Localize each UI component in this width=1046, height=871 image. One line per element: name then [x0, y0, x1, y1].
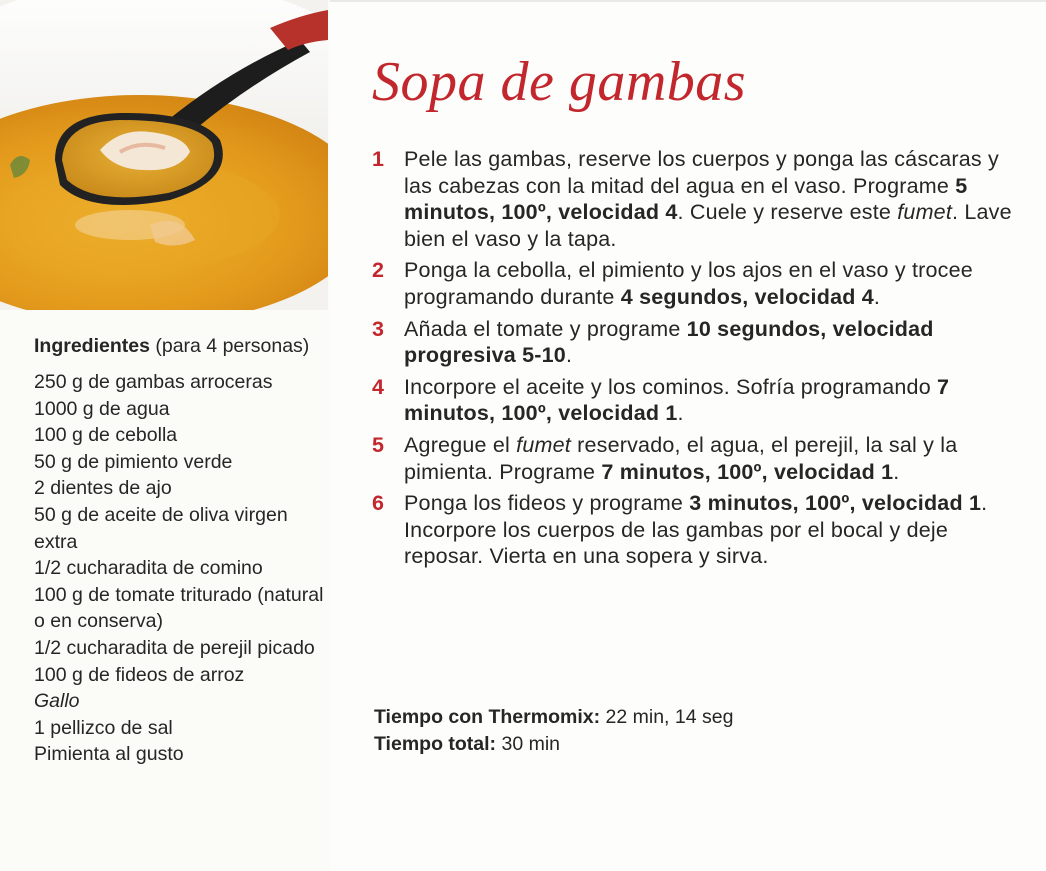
step-text: Pele las gambas, reserve los cuerpos y ponga las cáscaras y las cabezas con la mitad del agua en el vaso. Programe — [404, 147, 999, 198]
step-item — [372, 374, 1012, 427]
total-time-label: Tiempo total: — [374, 732, 497, 755]
thermomix-time-value: 22 min, 14 seg — [600, 706, 734, 728]
step-item — [372, 490, 1012, 570]
step-setting: 10 segundos, velocidad progresiva 5-10 — [404, 316, 934, 368]
step-setting: 3 minutos, 100º, velocidad 1 — [689, 491, 982, 516]
times-block — [374, 704, 733, 757]
steps-list — [372, 146, 1012, 575]
ingredients-list — [34, 369, 324, 768]
ingredient-item: 1 pellizco de sal — [34, 716, 173, 739]
step-text: . — [677, 401, 684, 426]
step-term: fumet — [897, 200, 953, 225]
step-setting: 4 segundos, velocidad 4 — [620, 284, 874, 309]
step-item — [372, 257, 1012, 310]
soup-photo — [0, 0, 328, 310]
ingredient-item: 2 dientes de ajo — [34, 477, 172, 500]
step-item — [372, 146, 1012, 252]
step-text: Añada el tomate y programe — [404, 316, 687, 341]
step-text: . Cuele y reserve este — [677, 200, 898, 225]
ingredient-item: 100 g de tomate triturado (natural o en conserva) — [34, 583, 324, 633]
ingredients-servings: (para 4 personas) — [149, 335, 310, 357]
total-time-value: 30 min — [496, 732, 561, 755]
step-text: Incorpore el aceite y los cominos. Sofría programando — [404, 374, 938, 399]
step-text: . Lave bien el vaso y la tapa. — [404, 200, 1012, 251]
step-setting: 7 minutos, 100º, velocidad 1 — [404, 374, 950, 426]
step-text: Agregue el — [404, 432, 517, 457]
thermomix-time-label: Tiempo con Thermomix: — [374, 706, 601, 728]
step-text: Ponga la cebolla, el pimiento y los ajos en el vaso y trocee programando durante — [404, 258, 973, 309]
step-setting: 7 minutos, 100º, velocidad 1 — [601, 459, 894, 484]
step-number: 2 — [372, 258, 385, 283]
thermomix-time — [374, 704, 733, 731]
step-number: 4 — [372, 374, 385, 399]
ingredients-heading — [34, 333, 324, 359]
ingredients-panel — [34, 333, 324, 768]
top-rule — [330, 0, 1046, 2]
step-number: 1 — [372, 147, 385, 171]
step-item — [372, 316, 1012, 369]
step-number: 3 — [372, 316, 385, 341]
step-setting: 5 minutos, 100º, velocidad 4 — [404, 173, 968, 225]
ingredient-item: 50 g de aceite de oliva virgen extra — [34, 503, 288, 553]
step-text: . — [873, 284, 881, 309]
step-text: Ponga los fideos y programe — [404, 491, 690, 516]
ingredient-brand: Gallo — [34, 690, 80, 713]
ingredient-item: 250 g de gambas arroceras — [34, 371, 273, 393]
step-item — [372, 432, 1012, 485]
ingredient-item: Pimienta al gusto — [34, 743, 184, 766]
step-number: 5 — [372, 432, 385, 457]
ingredient-item: 1/2 cucharadita de perejil picado — [34, 636, 315, 659]
step-term: fumet — [516, 432, 571, 457]
ingredient-item: 1000 g de agua — [34, 397, 170, 420]
ingredient-item: 1/2 cucharadita de comino — [34, 557, 263, 580]
total-time — [374, 731, 733, 758]
step-text: . Incorpore los cuerpos de las gambas por el bocal y deje reposar. Vierta en una sopera y sirva. — [404, 491, 988, 569]
recipe-title: Sopa de gambas — [372, 51, 747, 113]
ingredients-title: Ingredientes — [34, 335, 150, 357]
ingredient-item: 100 g de cebolla — [34, 424, 178, 447]
ingredient-text: 100 g de fideos de arroz — [34, 663, 245, 686]
step-text: . — [893, 459, 900, 484]
step-number: 6 — [372, 491, 385, 516]
ingredient-item — [34, 662, 324, 715]
sidebar — [0, 0, 330, 871]
step-text: . — [565, 343, 573, 368]
step-text: reservado, el agua, el perejil, la sal y la pimienta. Programe — [404, 432, 958, 484]
ingredient-item: 50 g de pimiento verde — [34, 450, 233, 473]
